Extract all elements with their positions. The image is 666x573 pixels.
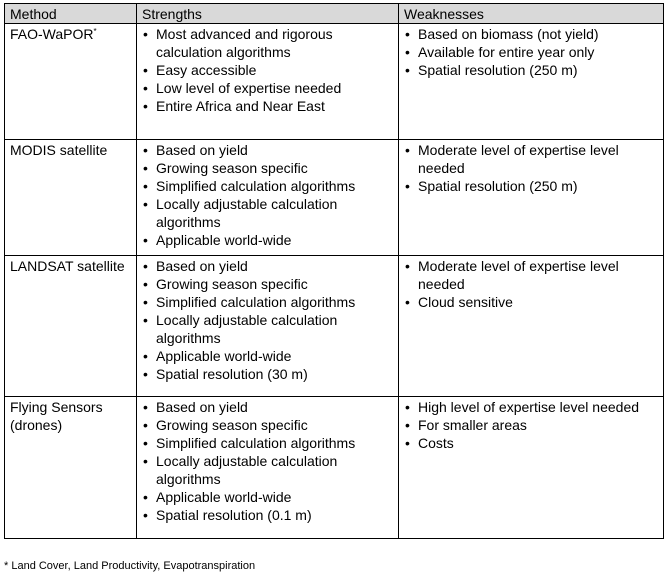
list-item [142, 257, 393, 275]
list-item [142, 416, 393, 434]
bullet-icon: • [143, 489, 148, 505]
bullet-icon: • [405, 417, 410, 433]
bullet-icon: • [405, 294, 410, 310]
list-item [404, 141, 658, 177]
list-item-text: Applicable world-wide [156, 348, 292, 364]
bullet-icon: • [143, 160, 148, 176]
list-item [142, 195, 393, 231]
bullet-icon: • [143, 196, 148, 212]
list-item-text: Based on yield [156, 142, 248, 158]
list-item [142, 434, 393, 452]
bullet-icon: • [143, 366, 148, 382]
list-item [404, 293, 658, 311]
bullet-icon: • [143, 80, 148, 96]
list-item [142, 347, 393, 365]
list-item-text: Locally adjustable calculation algorithms [156, 453, 338, 487]
list-item-text: Moderate level of expertise level needed [418, 258, 619, 292]
weaknesses-cell [399, 24, 664, 140]
bullet-icon: • [405, 399, 410, 415]
list-item [142, 365, 393, 383]
list-item-text: Entire Africa and Near East [156, 98, 325, 114]
list-item [142, 452, 393, 488]
list-item-text: Simplified calculation algorithms [156, 294, 356, 310]
list-item [404, 398, 658, 416]
list-item-text: Moderate level of expertise level needed [418, 142, 619, 176]
list-item-text: Spatial resolution (250 m) [418, 178, 578, 194]
list-item-text: Costs [418, 435, 454, 451]
list-item [142, 398, 393, 416]
header-weaknesses: Weaknesses [399, 4, 664, 24]
list-item [142, 159, 393, 177]
strengths-cell [137, 256, 399, 397]
method-cell [5, 256, 137, 397]
list-item [142, 506, 393, 524]
list-item [142, 61, 393, 79]
bullet-icon: • [143, 417, 148, 433]
bullet-icon: • [143, 312, 148, 328]
list-item-text: Growing season specific [156, 160, 308, 176]
bullet-icon: • [143, 507, 148, 523]
strengths-list [142, 257, 393, 383]
bullet-icon: • [405, 44, 410, 60]
list-item [404, 61, 658, 79]
bullet-icon: • [405, 178, 410, 194]
table-row [5, 140, 664, 256]
header-method: Method [5, 4, 137, 24]
methods-table [4, 3, 664, 539]
strengths-cell [137, 397, 399, 539]
list-item [142, 231, 393, 249]
list-item-text: Locally adjustable calculation algorithms [156, 312, 338, 346]
bullet-icon: • [405, 142, 410, 158]
table-row [5, 397, 664, 539]
list-item-text: Growing season specific [156, 417, 308, 433]
method-label: LANDSAT satellite [10, 258, 125, 274]
list-item [404, 416, 658, 434]
list-item [142, 97, 393, 115]
list-item-text: Based on yield [156, 258, 248, 274]
method-label: Flying Sensors (drones) [10, 399, 103, 433]
strengths-cell [137, 24, 399, 140]
bullet-icon: • [143, 232, 148, 248]
weaknesses-list [404, 257, 658, 311]
list-item-text: Simplified calculation algorithms [156, 178, 356, 194]
weaknesses-list [404, 141, 658, 195]
list-item-text: Spatial resolution (30 m) [156, 366, 308, 382]
list-item [142, 311, 393, 347]
list-item-text: Spatial resolution (0.1 m) [156, 507, 312, 523]
list-item-text: Low level of expertise needed [156, 80, 342, 96]
method-cell [5, 397, 137, 539]
bullet-icon: • [143, 294, 148, 310]
bullet-icon: • [143, 453, 148, 469]
bullet-icon: • [405, 258, 410, 274]
list-item [142, 79, 393, 97]
bullet-icon: • [405, 26, 410, 42]
bullet-icon: • [405, 62, 410, 78]
bullet-icon: • [143, 399, 148, 415]
method-label: FAO-WaPOR [10, 26, 94, 42]
weaknesses-cell [399, 256, 664, 397]
list-item [142, 488, 393, 506]
weaknesses-list [404, 25, 658, 79]
list-item [404, 257, 658, 293]
weaknesses-list [404, 398, 658, 452]
header-strengths: Strengths [137, 4, 399, 24]
strengths-list [142, 398, 393, 524]
bullet-icon: • [143, 178, 148, 194]
list-item-text: Cloud sensitive [418, 294, 513, 310]
list-item [142, 25, 393, 61]
method-cell [5, 140, 137, 256]
list-item-text: Available for entire year only [418, 44, 595, 60]
weaknesses-cell [399, 397, 664, 539]
list-item [404, 434, 658, 452]
bullet-icon: • [143, 276, 148, 292]
list-item-text: Easy accessible [156, 62, 257, 78]
table-row [5, 256, 664, 397]
table-row [5, 24, 664, 140]
bullet-icon: • [143, 258, 148, 274]
list-item-text: Most advanced and rigorous calculation algorithms [156, 26, 333, 60]
list-item-text: Spatial resolution (250 m) [418, 62, 578, 78]
list-item-text: Applicable world-wide [156, 489, 292, 505]
bullet-icon: • [405, 435, 410, 451]
weaknesses-cell [399, 140, 664, 256]
list-item-text: Growing season specific [156, 276, 308, 292]
bullet-icon: • [143, 62, 148, 78]
bullet-icon: • [143, 435, 148, 451]
bullet-icon: • [143, 142, 148, 158]
list-item [404, 177, 658, 195]
list-item-text: Based on yield [156, 399, 248, 415]
strengths-list [142, 25, 393, 115]
list-item [404, 43, 658, 61]
footnote-mark: * [93, 27, 97, 36]
method-label: MODIS satellite [10, 142, 108, 158]
list-item-text: Based on biomass (not yield) [418, 26, 599, 42]
list-item [142, 177, 393, 195]
list-item-text: Locally adjustable calculation algorithms [156, 196, 338, 230]
header-row [5, 4, 664, 24]
bullet-icon: • [143, 348, 148, 364]
list-item [404, 25, 658, 43]
method-cell [5, 24, 137, 140]
list-item [142, 141, 393, 159]
strengths-list [142, 141, 393, 249]
list-item [142, 275, 393, 293]
list-item-text: Applicable world-wide [156, 232, 292, 248]
bullet-icon: • [143, 98, 148, 114]
list-item-text: High level of expertise level needed [418, 399, 640, 415]
footnote: * Land Cover, Land Productivity, Evapotranspiration [4, 560, 256, 572]
list-item-text: For smaller areas [418, 417, 527, 433]
list-item-text: Simplified calculation algorithms [156, 435, 356, 451]
bullet-icon: • [143, 26, 148, 42]
list-item [142, 293, 393, 311]
strengths-cell [137, 140, 399, 256]
